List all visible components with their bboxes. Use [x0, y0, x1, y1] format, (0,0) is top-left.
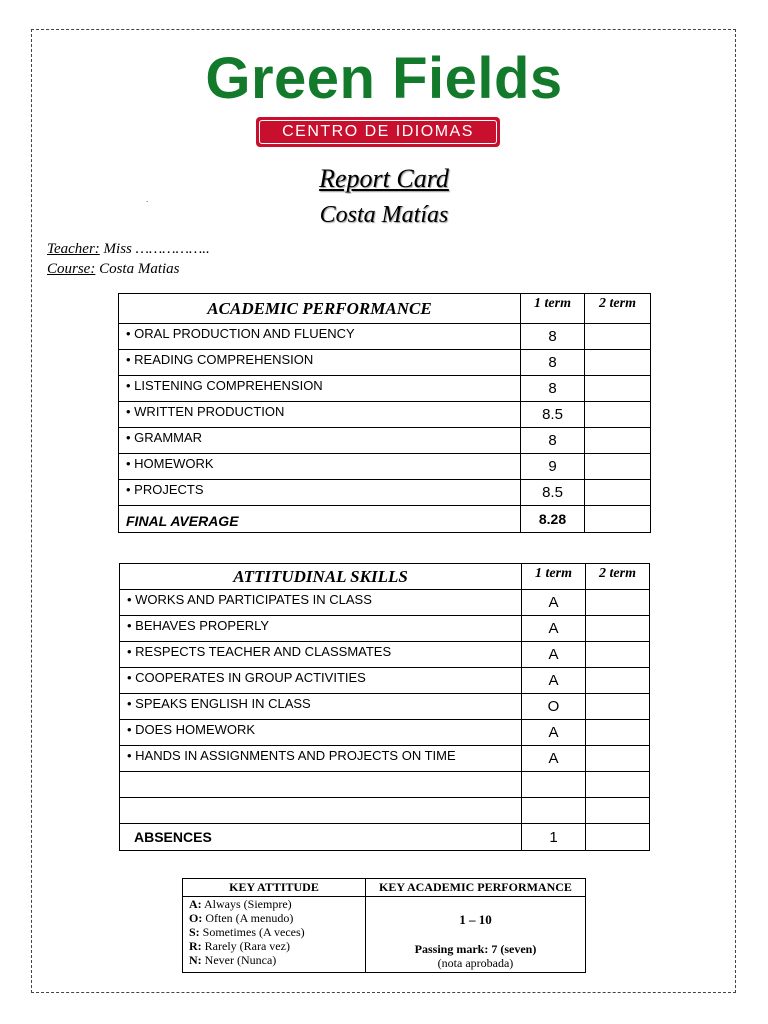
attitudinal-term2-value: [586, 772, 650, 798]
attitudinal-term2-header: 2 term: [586, 564, 650, 590]
key-academic-header: KEY ACADEMIC PERFORMANCE: [366, 879, 586, 897]
academic-item-label: • PROJECTS: [119, 480, 521, 506]
key-table: [182, 878, 586, 973]
academic-term1-value: 8.5: [521, 402, 585, 428]
table-row: [120, 590, 650, 616]
absences-label: ABSENCES: [120, 824, 522, 851]
academic-item-label: • LISTENING COMPREHENSION: [119, 376, 521, 402]
academic-performance-table: [118, 293, 651, 533]
table-row: [120, 642, 650, 668]
attitudinal-item-label: [120, 798, 522, 824]
academic-term2-value: [585, 324, 651, 350]
attitudinal-term1-value: [522, 798, 586, 824]
academic-item-label: • GRAMMAR: [119, 428, 521, 454]
key-attitude-header: KEY ATTITUDE: [183, 879, 366, 897]
academic-term2-value: [585, 350, 651, 376]
academic-term1-value: 8: [521, 324, 585, 350]
academic-term1-value: 8.5: [521, 480, 585, 506]
table-row: [119, 350, 651, 376]
attitudinal-term1-value: A: [522, 746, 586, 772]
passing-note: (nota aprobada): [437, 956, 514, 970]
key-attitude-item: R: Rarely (Rara vez): [189, 939, 290, 953]
table-row: [119, 324, 651, 350]
attitudinal-term2-value: [586, 616, 650, 642]
student-name: Costa Matías: [319, 202, 449, 228]
attitudinal-term2-value: [586, 720, 650, 746]
attitudinal-term2-value: [586, 798, 650, 824]
teacher-value: Miss ……………..: [103, 241, 210, 257]
table-row: [120, 668, 650, 694]
table-row: [120, 694, 650, 720]
table-row: [120, 720, 650, 746]
absences-row: [120, 824, 650, 851]
table-row: [120, 772, 650, 798]
final-average-row: [119, 506, 651, 533]
academic-term1-value: 8: [521, 428, 585, 454]
attitudinal-item-label: • HANDS IN ASSIGNMENTS AND PROJECTS ON TIME: [120, 746, 522, 772]
academic-item-label: • HOMEWORK: [119, 454, 521, 480]
academic-term2-value: [585, 376, 651, 402]
logo-subtitle: CENTRO DE IDIOMAS: [259, 120, 497, 144]
table-row: [119, 402, 651, 428]
logo-subtitle-badge: [256, 117, 500, 147]
attitudinal-header: ATTITUDINAL SKILLS: [120, 564, 522, 590]
absences-term1: 1: [522, 824, 586, 851]
course-value: Costa Matias: [99, 261, 180, 277]
academic-term2-value: [585, 402, 651, 428]
attitudinal-term1-value: [522, 772, 586, 798]
attitudinal-term1-header: 1 term: [522, 564, 586, 590]
academic-item-label: • ORAL PRODUCTION AND FLUENCY: [119, 324, 521, 350]
table-row: [119, 428, 651, 454]
key-attitude-list: [183, 897, 366, 973]
attitudinal-term1-value: A: [522, 668, 586, 694]
final-average-term1: 8.28: [521, 506, 585, 533]
table-row: [119, 480, 651, 506]
final-average-term2: [585, 506, 651, 533]
attitudinal-term1-value: A: [522, 590, 586, 616]
attitudinal-item-label: • DOES HOMEWORK: [120, 720, 522, 746]
final-average-label: FINAL AVERAGE: [119, 506, 521, 533]
table-row: [119, 376, 651, 402]
academic-term1-value: 9: [521, 454, 585, 480]
attitudinal-item-label: • SPEAKS ENGLISH IN CLASS: [120, 694, 522, 720]
logo-title: Green Fields: [205, 46, 563, 111]
attitudinal-item-label: • WORKS AND PARTICIPATES IN CLASS: [120, 590, 522, 616]
key-attitude-item: N: Never (Nunca): [189, 953, 277, 967]
key-attitude-item: S: Sometimes (A veces): [189, 925, 305, 939]
attitudinal-term1-value: A: [522, 642, 586, 668]
academic-term2-value: [585, 454, 651, 480]
attitudinal-term1-value: O: [522, 694, 586, 720]
attitudinal-term1-value: A: [522, 616, 586, 642]
attitudinal-term2-value: [586, 694, 650, 720]
course-line: [47, 260, 180, 278]
table-row: [119, 454, 651, 480]
academic-item-label: • WRITTEN PRODUCTION: [119, 402, 521, 428]
grade-range: 1 – 10: [459, 912, 492, 927]
academic-term1-value: 8: [521, 350, 585, 376]
absences-term2: [586, 824, 650, 851]
key-attitude-item: A: Always (Siempre): [189, 897, 292, 911]
academic-term1-value: 8: [521, 376, 585, 402]
academic-header: ACADEMIC PERFORMANCE: [119, 294, 521, 324]
attitudinal-term2-value: [586, 668, 650, 694]
key-academic-cell: [366, 897, 586, 973]
course-label: Course:: [47, 261, 96, 277]
key-attitude-item: O: Often (A menudo): [189, 911, 294, 925]
academic-term2-header: 2 term: [585, 294, 651, 324]
academic-term1-header: 1 term: [521, 294, 585, 324]
document-title: Report Card: [319, 164, 449, 193]
attitudinal-term2-value: [586, 642, 650, 668]
stray-mark: .: [146, 195, 149, 204]
academic-term2-value: [585, 480, 651, 506]
attitudinal-item-label: • COOPERATES IN GROUP ACTIVITIES: [120, 668, 522, 694]
attitudinal-skills-table: [119, 563, 650, 851]
passing-mark: Passing mark: 7 (seven): [414, 942, 537, 956]
attitudinal-item-label: • RESPECTS TEACHER AND CLASSMATES: [120, 642, 522, 668]
attitudinal-item-label: [120, 772, 522, 798]
attitudinal-term2-value: [586, 746, 650, 772]
table-row: [120, 746, 650, 772]
academic-term2-value: [585, 428, 651, 454]
teacher-line: [47, 240, 210, 258]
table-row: [120, 798, 650, 824]
teacher-label: Teacher:: [47, 241, 100, 257]
attitudinal-item-label: • BEHAVES PROPERLY: [120, 616, 522, 642]
attitudinal-term1-value: A: [522, 720, 586, 746]
table-row: [120, 616, 650, 642]
academic-item-label: • READING COMPREHENSION: [119, 350, 521, 376]
attitudinal-term2-value: [586, 590, 650, 616]
